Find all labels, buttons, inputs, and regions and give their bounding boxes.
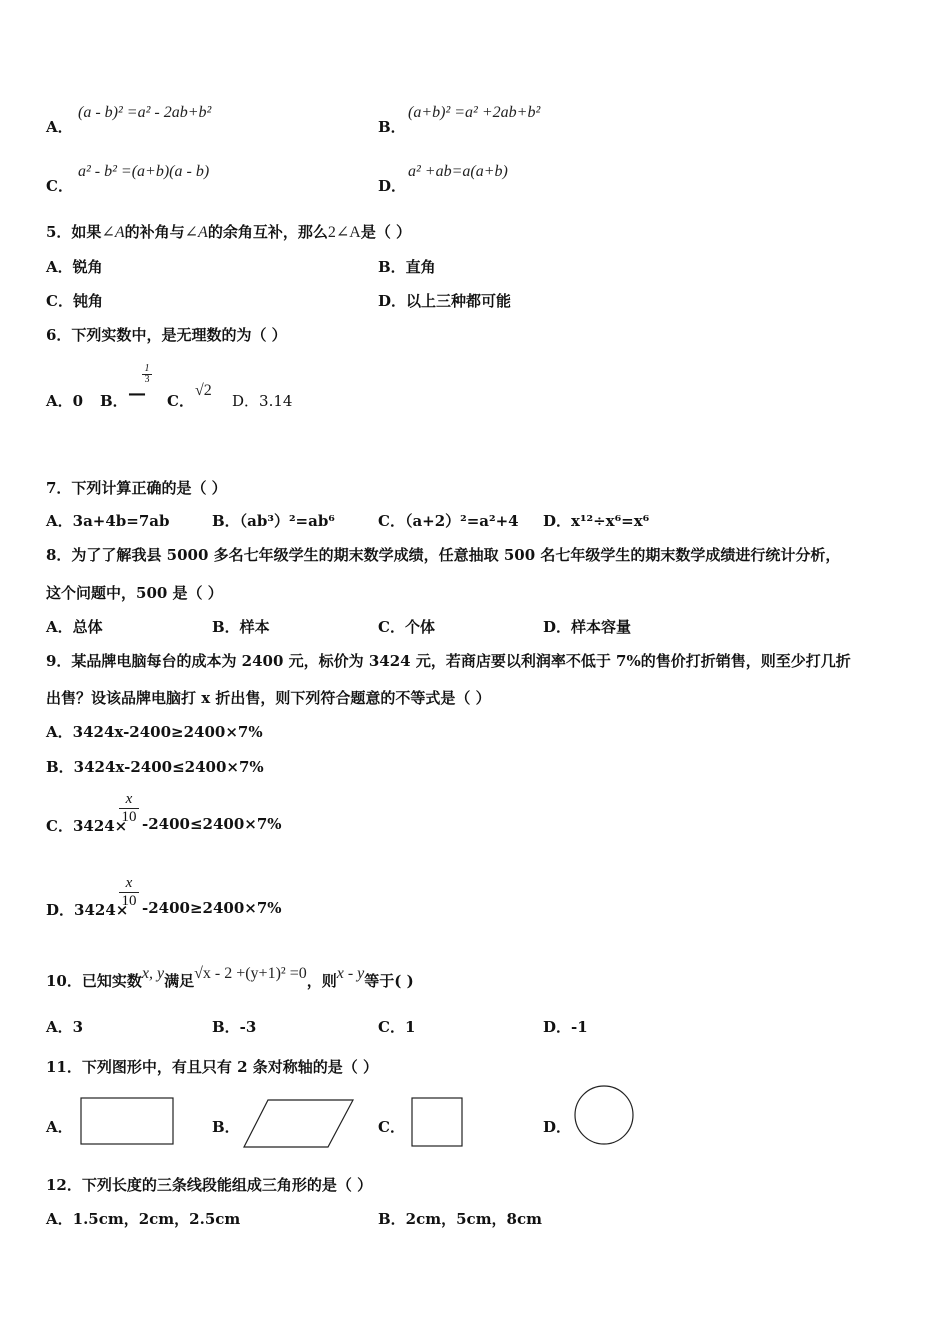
q6-option-b-fraction: 1 3 [142, 364, 152, 385]
q4-option-d-formula: a² +ab=a(a+b) [408, 163, 508, 180]
q6-option-d: D．3.14 [232, 392, 293, 410]
q8-stem-line2: 这个问题中，500 是（ ） [46, 584, 223, 602]
q7-option-a: A．3a+4b=7ab [46, 512, 170, 530]
q7-option-c: C．（a+2）²=a²+4 [378, 512, 519, 530]
q11-option-c-label: C． [378, 1118, 405, 1136]
q4-option-b-label: B． [378, 118, 406, 136]
q10-option-c: C．1 [378, 1018, 416, 1036]
q9-option-d-suffix: -2400≥2400×7% [142, 899, 282, 917]
q8-option-a: A．总体 [46, 618, 103, 636]
q9-option-c-suffix: -2400≤2400×7% [142, 815, 282, 833]
q9-option-b: B．3424x-2400≤2400×7% [46, 758, 264, 776]
q6-option-c-formula: √2 [195, 382, 212, 399]
q5-option-c: C．钝角 [46, 292, 103, 310]
q6-option-b-label: B． [100, 392, 128, 410]
q4-option-c-formula: a² - b² =(a+b)(a - b) [78, 163, 210, 180]
q10-option-a: A．3 [46, 1018, 84, 1036]
q11-stem: 11．下列图形中，有且只有 2 条对称轴的是（ ） [46, 1058, 378, 1076]
q4-option-b-formula: (a+b)² =a² +2ab+b² [408, 104, 541, 121]
q9-option-d-fraction: x 10 [119, 875, 139, 910]
q6-option-c-label: C． [167, 392, 194, 410]
q9-option-a: A．3424x-2400≥2400×7% [46, 723, 263, 741]
q12-option-b: B．2cm，5cm，8cm [378, 1210, 543, 1228]
q11-option-b-label: B． [212, 1118, 240, 1136]
q4-option-c-label: C． [46, 177, 73, 195]
q12-stem: 12．下列长度的三条线段能组成三角形的是（ ） [46, 1176, 373, 1194]
q7-option-d: D．x¹²÷x⁶=x⁶ [543, 512, 650, 530]
q11-parallelogram-shape [243, 1099, 355, 1149]
q11-circle-shape [574, 1085, 634, 1145]
q4-option-a-label: A． [46, 118, 73, 136]
q4-option-a-formula: (a - b)² =a² - 2ab+b² [78, 104, 212, 121]
q12-option-a: A．1.5cm，2cm，2.5cm [46, 1210, 241, 1228]
q5-option-d: D．以上三种都可能 [378, 292, 512, 310]
q10-stem: 10．已知实数x, y满足√x - 2 +(y+1)² =0，则x - y等于( ) [46, 965, 414, 990]
q6-option-a: A．0 [46, 392, 84, 410]
q5-option-a: A．锐角 [46, 258, 103, 276]
q11-option-d-label: D． [543, 1118, 572, 1136]
q4-option-d-label: D． [378, 177, 407, 195]
q9-option-d-prefix: D．3424× [46, 901, 129, 919]
q8-option-d: D．样本容量 [543, 618, 632, 636]
q10-option-d: D．-1 [543, 1018, 588, 1036]
q7-stem: 7．下列计算正确的是（ ） [46, 479, 227, 497]
q8-stem-line1: 8．为了了解我县 5000 多名七年级学生的期末数学成绩，任意抽取 500 名七年级学生的期末数学成绩进行统计分析， [46, 546, 841, 564]
q9-option-c-fraction: x 10 [119, 791, 139, 826]
q5-stem: 5．如果∠A的补角与∠A的余角互补，那么2∠A是（ ） [46, 223, 412, 241]
q5-option-b: B．直角 [378, 258, 436, 276]
q11-option-a-label: A． [46, 1118, 73, 1136]
q8-option-b: B．样本 [212, 618, 270, 636]
q10-option-b: B．-3 [212, 1018, 257, 1036]
q11-rectangle-shape [80, 1097, 174, 1145]
q6-option-b-minus: — [128, 383, 146, 404]
q7-option-b: B．（ab³）²=ab⁶ [212, 512, 335, 530]
q9-stem-line2: 出售？设该品牌电脑打 x 折出售，则下列符合题意的不等式是（ ） [46, 689, 491, 707]
q8-option-c: C．个体 [378, 618, 435, 636]
q9-stem-line1: 9．某品牌电脑每台的成本为 2400 元，标价为 3424 元，若商店要以利润率不低于 7%的售价打折销售，则至少打几折 [46, 652, 851, 670]
q9-option-c-prefix: C．3424× [46, 817, 128, 835]
q11-square-shape [411, 1097, 463, 1147]
q6-stem: 6．下列实数中，是无理数的为（ ） [46, 326, 287, 344]
